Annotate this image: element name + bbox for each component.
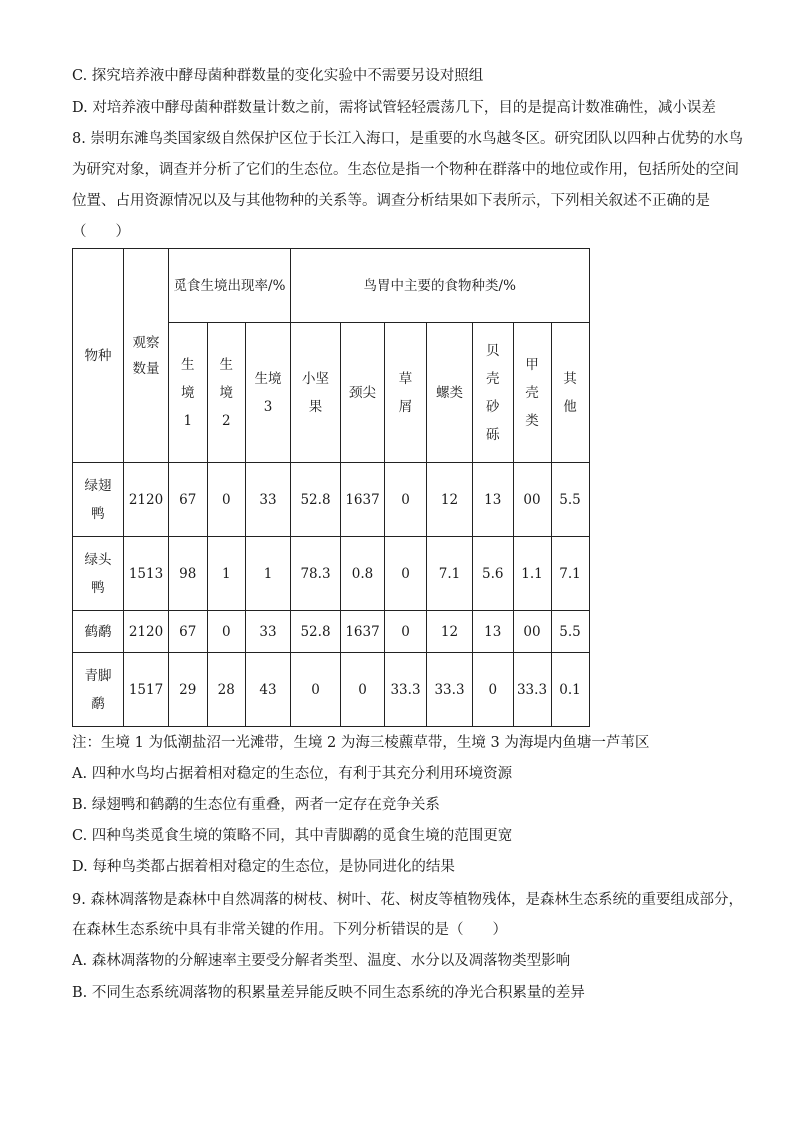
cell: 13 bbox=[473, 611, 514, 653]
sub-header-shell-gravel: 贝壳砂砾 bbox=[473, 323, 514, 463]
cell: 33.3 bbox=[513, 653, 551, 727]
question-8-line-3: 位置、占用资源情况以及与其他物种的关系等。调查分析结果如下表所示，下列相关叙述不正确的是 bbox=[72, 193, 710, 209]
cell: 0 bbox=[207, 463, 246, 537]
sub-header-habitat-2: 生境2 bbox=[207, 323, 246, 463]
cell: 1 bbox=[246, 537, 291, 611]
cell: 1637 bbox=[341, 463, 385, 537]
cell: 13 bbox=[473, 463, 514, 537]
cell: 7.1 bbox=[551, 537, 589, 611]
table-note: 注：生境 1 为低潮盐沼一光滩带，生境 2 为海三棱藨草带，生境 3 为海堤内鱼塘一芦苇区 bbox=[72, 735, 650, 751]
cell: 29 bbox=[169, 653, 208, 727]
cell: 78.3 bbox=[291, 537, 341, 611]
option-8b: B. 绿翅鸭和鹤鹬的生态位有重叠，两者一定存在竞争关系 bbox=[72, 797, 440, 813]
cell: 28 bbox=[207, 653, 246, 727]
option-7d: D. 对培养液中酵母菌种群数量计数之前，需将试管轻轻震荡几下，目的是提高计数准确性，减小误差 bbox=[72, 100, 716, 116]
cell: 52.8 bbox=[291, 611, 341, 653]
sub-header-other: 其他 bbox=[551, 323, 589, 463]
option-9a: A. 森林凋落物的分解速率主要受分解者类型、温度、水分以及凋落物类型影响 bbox=[72, 953, 571, 969]
question-8-bracket: （ ） bbox=[72, 224, 130, 240]
header-species: 物种 bbox=[73, 249, 124, 463]
sub-header-neck: 颈尖 bbox=[341, 323, 385, 463]
cell: 0 bbox=[385, 611, 427, 653]
cell: 67 bbox=[169, 463, 208, 537]
header-count: 观察数量 bbox=[124, 249, 169, 463]
cell: 12 bbox=[427, 611, 473, 653]
cell: 98 bbox=[169, 537, 208, 611]
question-8-line-1: 8. 崇明东滩鸟类国家级自然保护区位于长江入海口，是重要的水鸟越冬区。研究团队以四种占优势的水鸟 bbox=[72, 131, 743, 147]
cell: 33.3 bbox=[427, 653, 473, 727]
option-7c: C. 探究培养液中酵母菌种群数量的变化实验中不需要另设对照组 bbox=[72, 68, 484, 84]
option-8c: C. 四种鸟类觅食生境的策略不同，其中青脚鹬的觅食生境的范围更宽 bbox=[72, 828, 513, 844]
cell: 33.3 bbox=[385, 653, 427, 727]
cell: 33 bbox=[246, 463, 291, 537]
row-species: 绿翅鸭 bbox=[73, 463, 124, 537]
cell: 1517 bbox=[124, 653, 169, 727]
question-8-line-2: 为研究对象，调查并分析了它们的生态位。生态位是指一个物种在群落中的地位或作用，包括所处的空间 bbox=[72, 162, 739, 178]
cell: 33 bbox=[246, 611, 291, 653]
cell: 0 bbox=[385, 537, 427, 611]
cell: 00 bbox=[513, 463, 551, 537]
cell: 7.1 bbox=[427, 537, 473, 611]
cell: 12 bbox=[427, 463, 473, 537]
cell: 2120 bbox=[124, 463, 169, 537]
cell: 0.8 bbox=[341, 537, 385, 611]
row-species: 鹤鹬 bbox=[73, 611, 124, 653]
sub-header-crustaceans: 甲壳类 bbox=[513, 323, 551, 463]
cell: 1637 bbox=[341, 611, 385, 653]
row-species: 青脚鹬 bbox=[73, 653, 124, 727]
option-8d: D. 每种鸟类都占据着相对稳定的生态位，是协同进化的结果 bbox=[72, 859, 455, 875]
cell: 0 bbox=[341, 653, 385, 727]
sub-header-grass: 草屑 bbox=[385, 323, 427, 463]
survey-table bbox=[72, 248, 590, 727]
row-species: 绿头鸭 bbox=[73, 537, 124, 611]
cell: 52.8 bbox=[291, 463, 341, 537]
cell: 0 bbox=[291, 653, 341, 727]
sub-header-habitat-1: 生境1 bbox=[169, 323, 208, 463]
sub-header-snails: 螺类 bbox=[427, 323, 473, 463]
header-food: 鸟胃中主要的食物种类/% bbox=[291, 249, 590, 323]
cell: 00 bbox=[513, 611, 551, 653]
cell: 2120 bbox=[124, 611, 169, 653]
header-habitat: 觅食生境出现率/% bbox=[169, 249, 291, 323]
cell: 5.5 bbox=[551, 463, 589, 537]
cell: 1513 bbox=[124, 537, 169, 611]
cell: 0 bbox=[207, 611, 246, 653]
cell: 0 bbox=[473, 653, 514, 727]
option-8a: A. 四种水鸟均占据着相对稳定的生态位，有利于其充分利用环境资源 bbox=[72, 766, 513, 782]
cell: 5.5 bbox=[551, 611, 589, 653]
cell: 0 bbox=[385, 463, 427, 537]
question-9-line-1: 9. 森林凋落物是森林中自然凋落的树枝、树叶、花、树皮等植物残体，是森林生态系统的重要组成部分， bbox=[72, 892, 743, 908]
cell: 1.1 bbox=[513, 537, 551, 611]
cell: 43 bbox=[246, 653, 291, 727]
sub-header-nuts: 小坚果 bbox=[291, 323, 341, 463]
cell: 67 bbox=[169, 611, 208, 653]
question-9-line-2: 在森林生态系统中具有非常关键的作用。下列分析错误的是（ ） bbox=[72, 922, 507, 938]
option-9b: B. 不同生态系统凋落物的积累量差异能反映不同生态系统的净光合积累量的差异 bbox=[72, 985, 585, 1001]
cell: 1 bbox=[207, 537, 246, 611]
cell: 0.1 bbox=[551, 653, 589, 727]
sub-header-habitat-3: 生境3 bbox=[246, 323, 291, 463]
cell: 5.6 bbox=[473, 537, 514, 611]
